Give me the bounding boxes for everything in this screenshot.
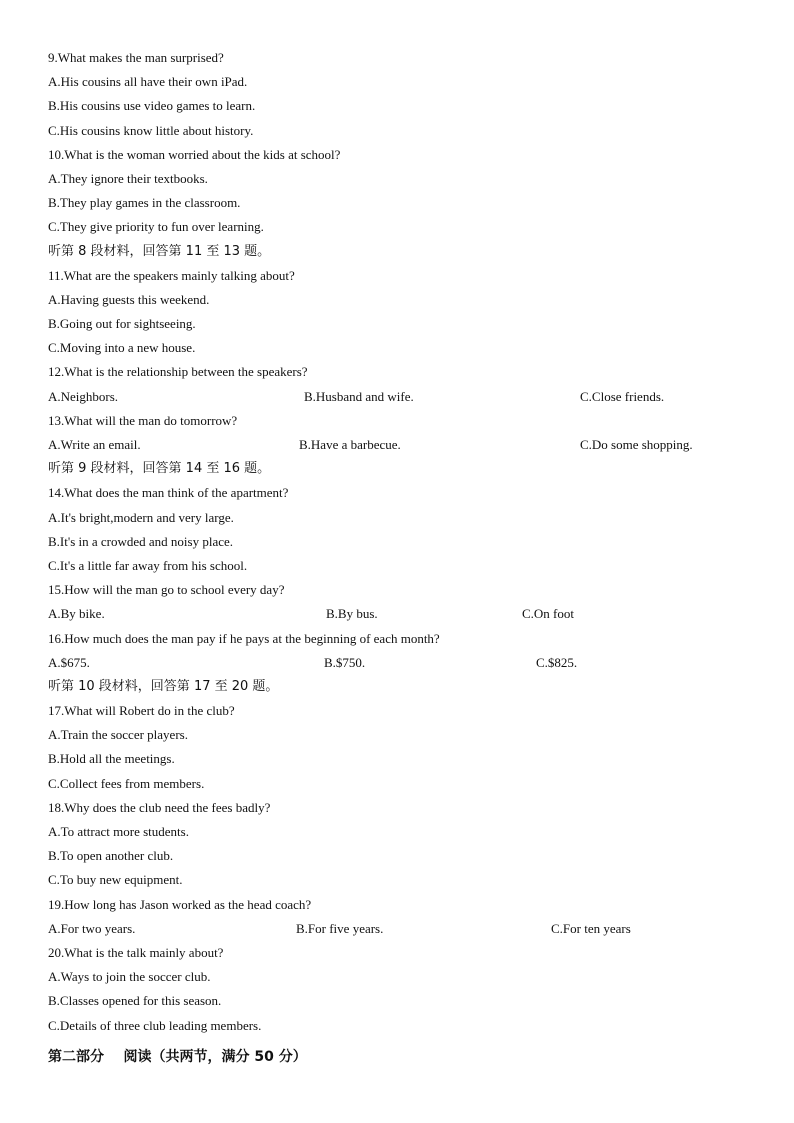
q11-option-a: A.Having guests this weekend.: [48, 291, 210, 307]
q20-option-b: B.Classes opened for this season.: [48, 993, 222, 1009]
question-18: 18.Why does the club need the fees badly?: [48, 799, 271, 815]
section-heading: 第二部分 阅读（共两节，满分 50 分）: [48, 1049, 307, 1065]
q20-option-a: A.Ways to join the soccer club.: [48, 969, 211, 985]
q18-option-b: B.To open another club.: [48, 848, 174, 864]
q12-option-c: C.Close friends.: [580, 388, 665, 404]
q13-option-c: C.Do some shopping.: [580, 437, 693, 452]
question-15: 15.How will the man go to school every day?: [48, 582, 285, 598]
question-12: 12.What is the relationship between the speakers?: [48, 364, 308, 380]
question-13: 13.What will the man do tomorrow?: [48, 412, 238, 428]
q16-options: [48, 651, 748, 675]
question-19: 19.How long has Jason worked as the head coach?: [48, 896, 312, 912]
q17-option-c: C.Collect fees from members.: [48, 775, 205, 791]
question-11: 11.What are the speakers mainly talking about?: [48, 267, 295, 283]
listening-instruction-8: 听第 8 段材料，回答第 11 至 13 题。: [48, 243, 271, 259]
q13-options: [48, 433, 748, 457]
q11-option-c: C.Moving into a new house.: [48, 340, 196, 356]
q12-option-a: A.Neighbors.: [48, 388, 119, 404]
q16-option-c: C.$825.: [536, 654, 578, 670]
q15-option-a: A.By bike.: [48, 606, 105, 622]
q14-option-b: B.It's in a crowded and noisy place.: [48, 533, 234, 549]
question-9: 9.What makes the man surprised?: [48, 50, 224, 65]
q15-option-c: C.On foot: [522, 606, 574, 622]
q13-option-b: B.Have a barbecue.: [299, 437, 401, 452]
q12-option-b: B.Husband and wife.: [304, 388, 414, 404]
q10-option-c: C.They give priority to fun over learning.: [48, 219, 264, 235]
q11-option-b: B.Going out for sightseeing.: [48, 316, 196, 332]
q9-option-b: B.His cousins use video games to learn.: [48, 98, 256, 114]
q14-option-c: C.It's a little far away from his school.: [48, 557, 248, 573]
q17-option-b: B.Hold all the meetings.: [48, 751, 175, 767]
q9-option-c: C.His cousins know little about history.: [48, 122, 254, 138]
q18-option-c: C.To buy new equipment.: [48, 872, 183, 888]
listening-instruction-10: 听第 10 段材料，回答第 17 至 20 题。: [48, 678, 279, 694]
q9-option-a: A.His cousins all have their own iPad.: [48, 74, 248, 90]
q12-options: [48, 385, 748, 409]
q10-option-a: A.They ignore their textbooks.: [48, 170, 208, 186]
question-14: 14.What does the man think of the apartment?: [48, 485, 289, 501]
q18-option-a: A.To attract more students.: [48, 824, 189, 839]
q19-option-b: B.For five years.: [296, 920, 384, 936]
q16-option-a: A.$675.: [48, 654, 90, 670]
listening-instruction-9: 听第 9 段材料，回答第 14 至 16 题。: [48, 461, 271, 477]
q15-option-b: B.By bus.: [326, 606, 378, 622]
q14-option-a: A.It's bright,modern and very large.: [48, 509, 234, 525]
q17-option-a: A.Train the soccer players.: [48, 727, 188, 743]
q13-option-a: A.Write an email.: [48, 437, 141, 452]
q19-option-c: C.For ten years: [551, 920, 631, 936]
exam-page: [48, 46, 748, 1038]
question-20: 20.What is the talk mainly about?: [48, 944, 224, 960]
question-10: 10.What is the woman worried about the kids at school?: [48, 146, 341, 162]
q10-option-b: B.They play games in the classroom.: [48, 195, 241, 211]
question-16: 16.How much does the man pay if he pays at the beginning of each month?: [48, 630, 440, 646]
question-17: 17.What will Robert do in the club?: [48, 703, 235, 719]
q20-option-c: C.Details of three club leading members.: [48, 1017, 262, 1033]
q19-options: [48, 917, 748, 941]
q15-options: [48, 602, 748, 626]
q16-option-b: B.$750.: [324, 654, 366, 670]
q19-option-a: A.For two years.: [48, 920, 136, 936]
